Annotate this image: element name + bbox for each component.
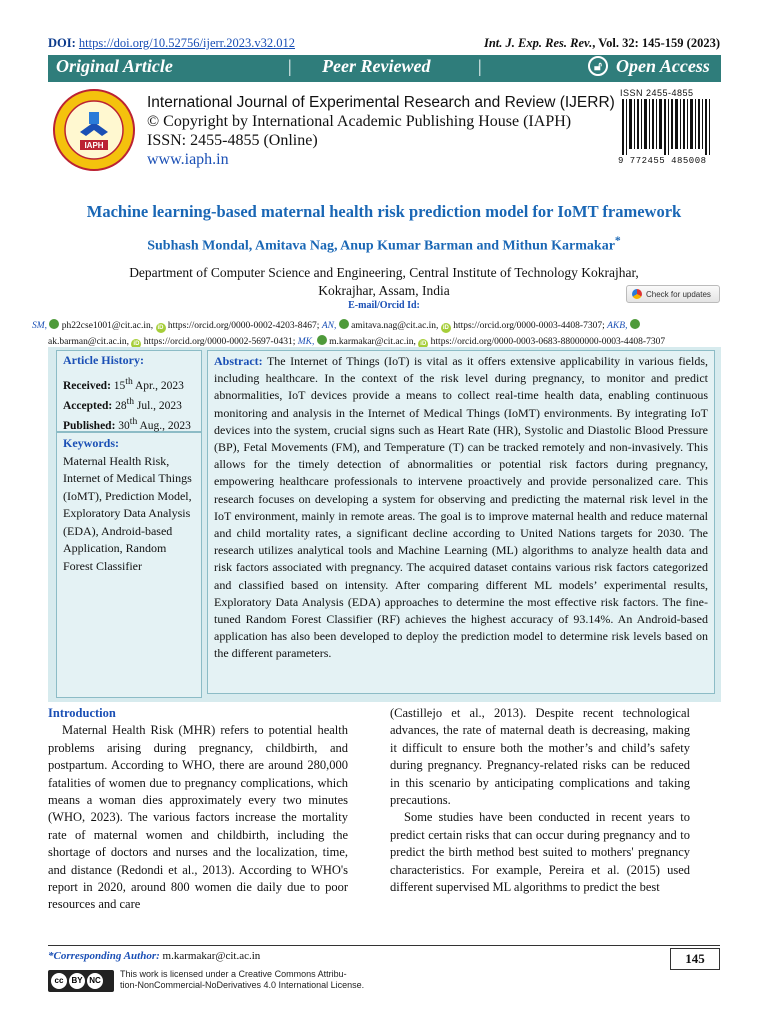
banner-open-access: Open Access: [616, 56, 710, 76]
license-text: This work is licensed under a Creative Commons Attribu- tion-NonCommercial-NoDerivatives 4.0 International License.: [120, 969, 365, 990]
iaph-logo-icon: [52, 88, 136, 172]
footer-divider: [48, 945, 720, 946]
author-contacts: SM, ph22cse1001@cit.ac.in, iD https://orcid.org/0000-0002-4203-8467; AN, amitava.nag@cit.ac.in, iD https://orcid.org/0000-0003-4408-7307; AKB, ak.barman@cit.ac.in, iD https://orcid.org/0000-0002-5697-0431; MK, m.karmakar@cit.ac.in, iD https://orcid.org/0000-0003-0683-88000000-0003-4408-7307: [32, 321, 666, 347]
corresponding-author: *Corresponding Author: m.karmakar@cit.ac.in: [48, 950, 261, 962]
email-icon: [317, 335, 327, 345]
doi-line: DOI: https://doi.org/10.52756/ijerr.2023.v32.012 Int. J. Exp. Res. Rev., Vol. 32: 145-159 (2023): [48, 36, 720, 50]
email-icon: [49, 319, 59, 329]
abstract-text: The Internet of Things (IoT) is vital as it offers extensive applicability in various fields, including healthcare. In the context of the risk level during pregnancy, to monitor and predict abnormalities, IoT devices provide a means to collect real-time health data, enabling continuous monitoring and analysis in the Internet of Medical Things (IoMT) environments. By integrating IoT devices into the system, crucial signs such as Heart Rate (HR), Systolic and Diastolic Blood Pressure (BP), Fetal Movements (FM), and Temperature (T) can be tracked remotely and non-invasively. This allows for the timely detection of abnormalities or potential risk factors during pregnancy, empowering healthcare professionals to intervene proactively and provide personalized care. This research focuses on developing a system for observing and predicting the maternal risk level in the IoT environment, mainly in remote areas. The goal is to improve maternal health and reduce maternal and child mortality rates, a significant decline according to United Nations targets for 2030. The research utilizes analytical tools and Machine Learning (ML) algorithms to analyze health data and risk factors associated with pregnancy. The acquired dataset contains various risk factors categorized and classified based on intensity. After comparing different ML models’ experimental results, Exploratory Data Analysis (EDA) approaches to determine the most effective risk factors. The fine-tuned Random Forest Classifier (RF) achieves the highest accuracy of 93.14%. An Android-based application has also been developed to deploy the prediction model to determine risk levels based on the different parameters.: [214, 354, 708, 661]
history-heading: Article History:: [63, 353, 144, 367]
banner-original-article: Original Article: [56, 56, 173, 76]
citation: Int. J. Exp. Res. Rev., Vol. 32: 145-159 (2023): [483, 36, 720, 50]
journal-copyright: © Copyright by International Academic Publishing House (IAPH): [147, 113, 572, 130]
email-icon: [339, 319, 349, 329]
introduction-heading: Introduction: [48, 706, 116, 720]
journal-website[interactable]: www.iaph.in: [147, 151, 229, 168]
barcode-number: 9 772455 485008: [618, 156, 707, 166]
body-paragraph: (Castillejo et al., 2013). Despite recent technological advances, the rate of maternal death is decreasing, making it difficult to ensure both the mother’s and child’s safety during pregnancy. Pregnancy-related risks can be reduced in this scenario by anticipating complications and taking precautions.: [390, 706, 690, 808]
doi-label: DOI: [48, 36, 72, 50]
article-authors: Subhash Mondal, Amitava Nag, Anup Kumar Barman and Mithun Karmakar*: [147, 234, 621, 254]
open-access-icon: 🔓︎: [588, 56, 608, 76]
journal-title: International Journal of Experimental Research and Review (IJERR): [147, 94, 615, 111]
abstract-heading: Abstract:: [214, 354, 263, 368]
journal-info: [147, 93, 615, 169]
orcid-icon: iD: [442, 325, 449, 331]
body-paragraph: Maternal Health Risk (MHR) refers to potential health problems arising during pregnancy, childbirth, and postpartum. According to WHO, there are around 280,000 fatalities of women due to pregnancy complications, which means a woman dies approximately every two minutes (WHO, 2023). The various factors increase the mortality rate of maternal women and childbirth, including the shortage of doctors and nurses and the localization, time, and distance (Redondi et al., 2013). According to WHO's report in 2020, around 800 women die daily due to poor resources and care: [48, 723, 348, 912]
check-for-updates-button[interactable]: Check for updates: [626, 285, 720, 303]
article-banner: Original Article | Peer Reviewed | 🔓︎ Open Access: [48, 55, 721, 82]
body-column-right: [390, 705, 690, 896]
doi-link[interactable]: https://doi.org/10.52756/ijerr.2023.v32.012: [78, 36, 296, 50]
article-title: Machine learning-based maternal health risk prediction model for IoMT framework: [86, 202, 682, 221]
page-number: 145: [670, 948, 720, 970]
abstract-box: [207, 350, 715, 694]
orcid-icon: iD: [133, 341, 140, 347]
orcid-icon: iD: [157, 325, 164, 331]
crossmark-icon: [632, 289, 642, 299]
cc-license-icon: cc BY NC: [48, 970, 114, 992]
orcid-icon: iD: [420, 341, 427, 347]
barcode-icon: [622, 99, 716, 155]
journal-issn: ISSN: 2455-4855 (Online): [147, 132, 318, 149]
body-column-left: [48, 705, 348, 914]
email-orcid-label: E-mail/Orcid Id:: [348, 300, 420, 311]
barcode: [618, 88, 718, 168]
affiliation: Department of Computer Science and Engineering, Central Institute of Technology Kokrajhar, Kokrajhar, Assam, India: [129, 265, 639, 298]
banner-peer-reviewed: Peer Reviewed: [322, 56, 431, 76]
body-paragraph: Some studies have been conducted in recent years to predict certain risks that can occur during pregnancy and to predict the birth method best suited to mothers' pregnancy characteristics. For example, Pereira et al. (2015) used different supervised ML algorithms to predict the best: [390, 810, 690, 895]
keywords-box: [56, 432, 202, 698]
logo-text: IAPH: [84, 141, 104, 150]
keywords-heading: Keywords:: [63, 436, 119, 450]
article-history: Article History: Received: 15th Apr., 2023 Accepted: 28th Jul., 2023 Published: 30th Aug., 2023: [56, 350, 202, 432]
barcode-issn: ISSN 2455-4855: [620, 88, 694, 98]
keywords-text: Maternal Health Risk, Internet of Medical Things (IoMT), Prediction Model, Exploratory Data Analysis (EDA), Android-based Application, Random Forest Classifier: [63, 453, 192, 573]
email-icon: [630, 319, 640, 329]
